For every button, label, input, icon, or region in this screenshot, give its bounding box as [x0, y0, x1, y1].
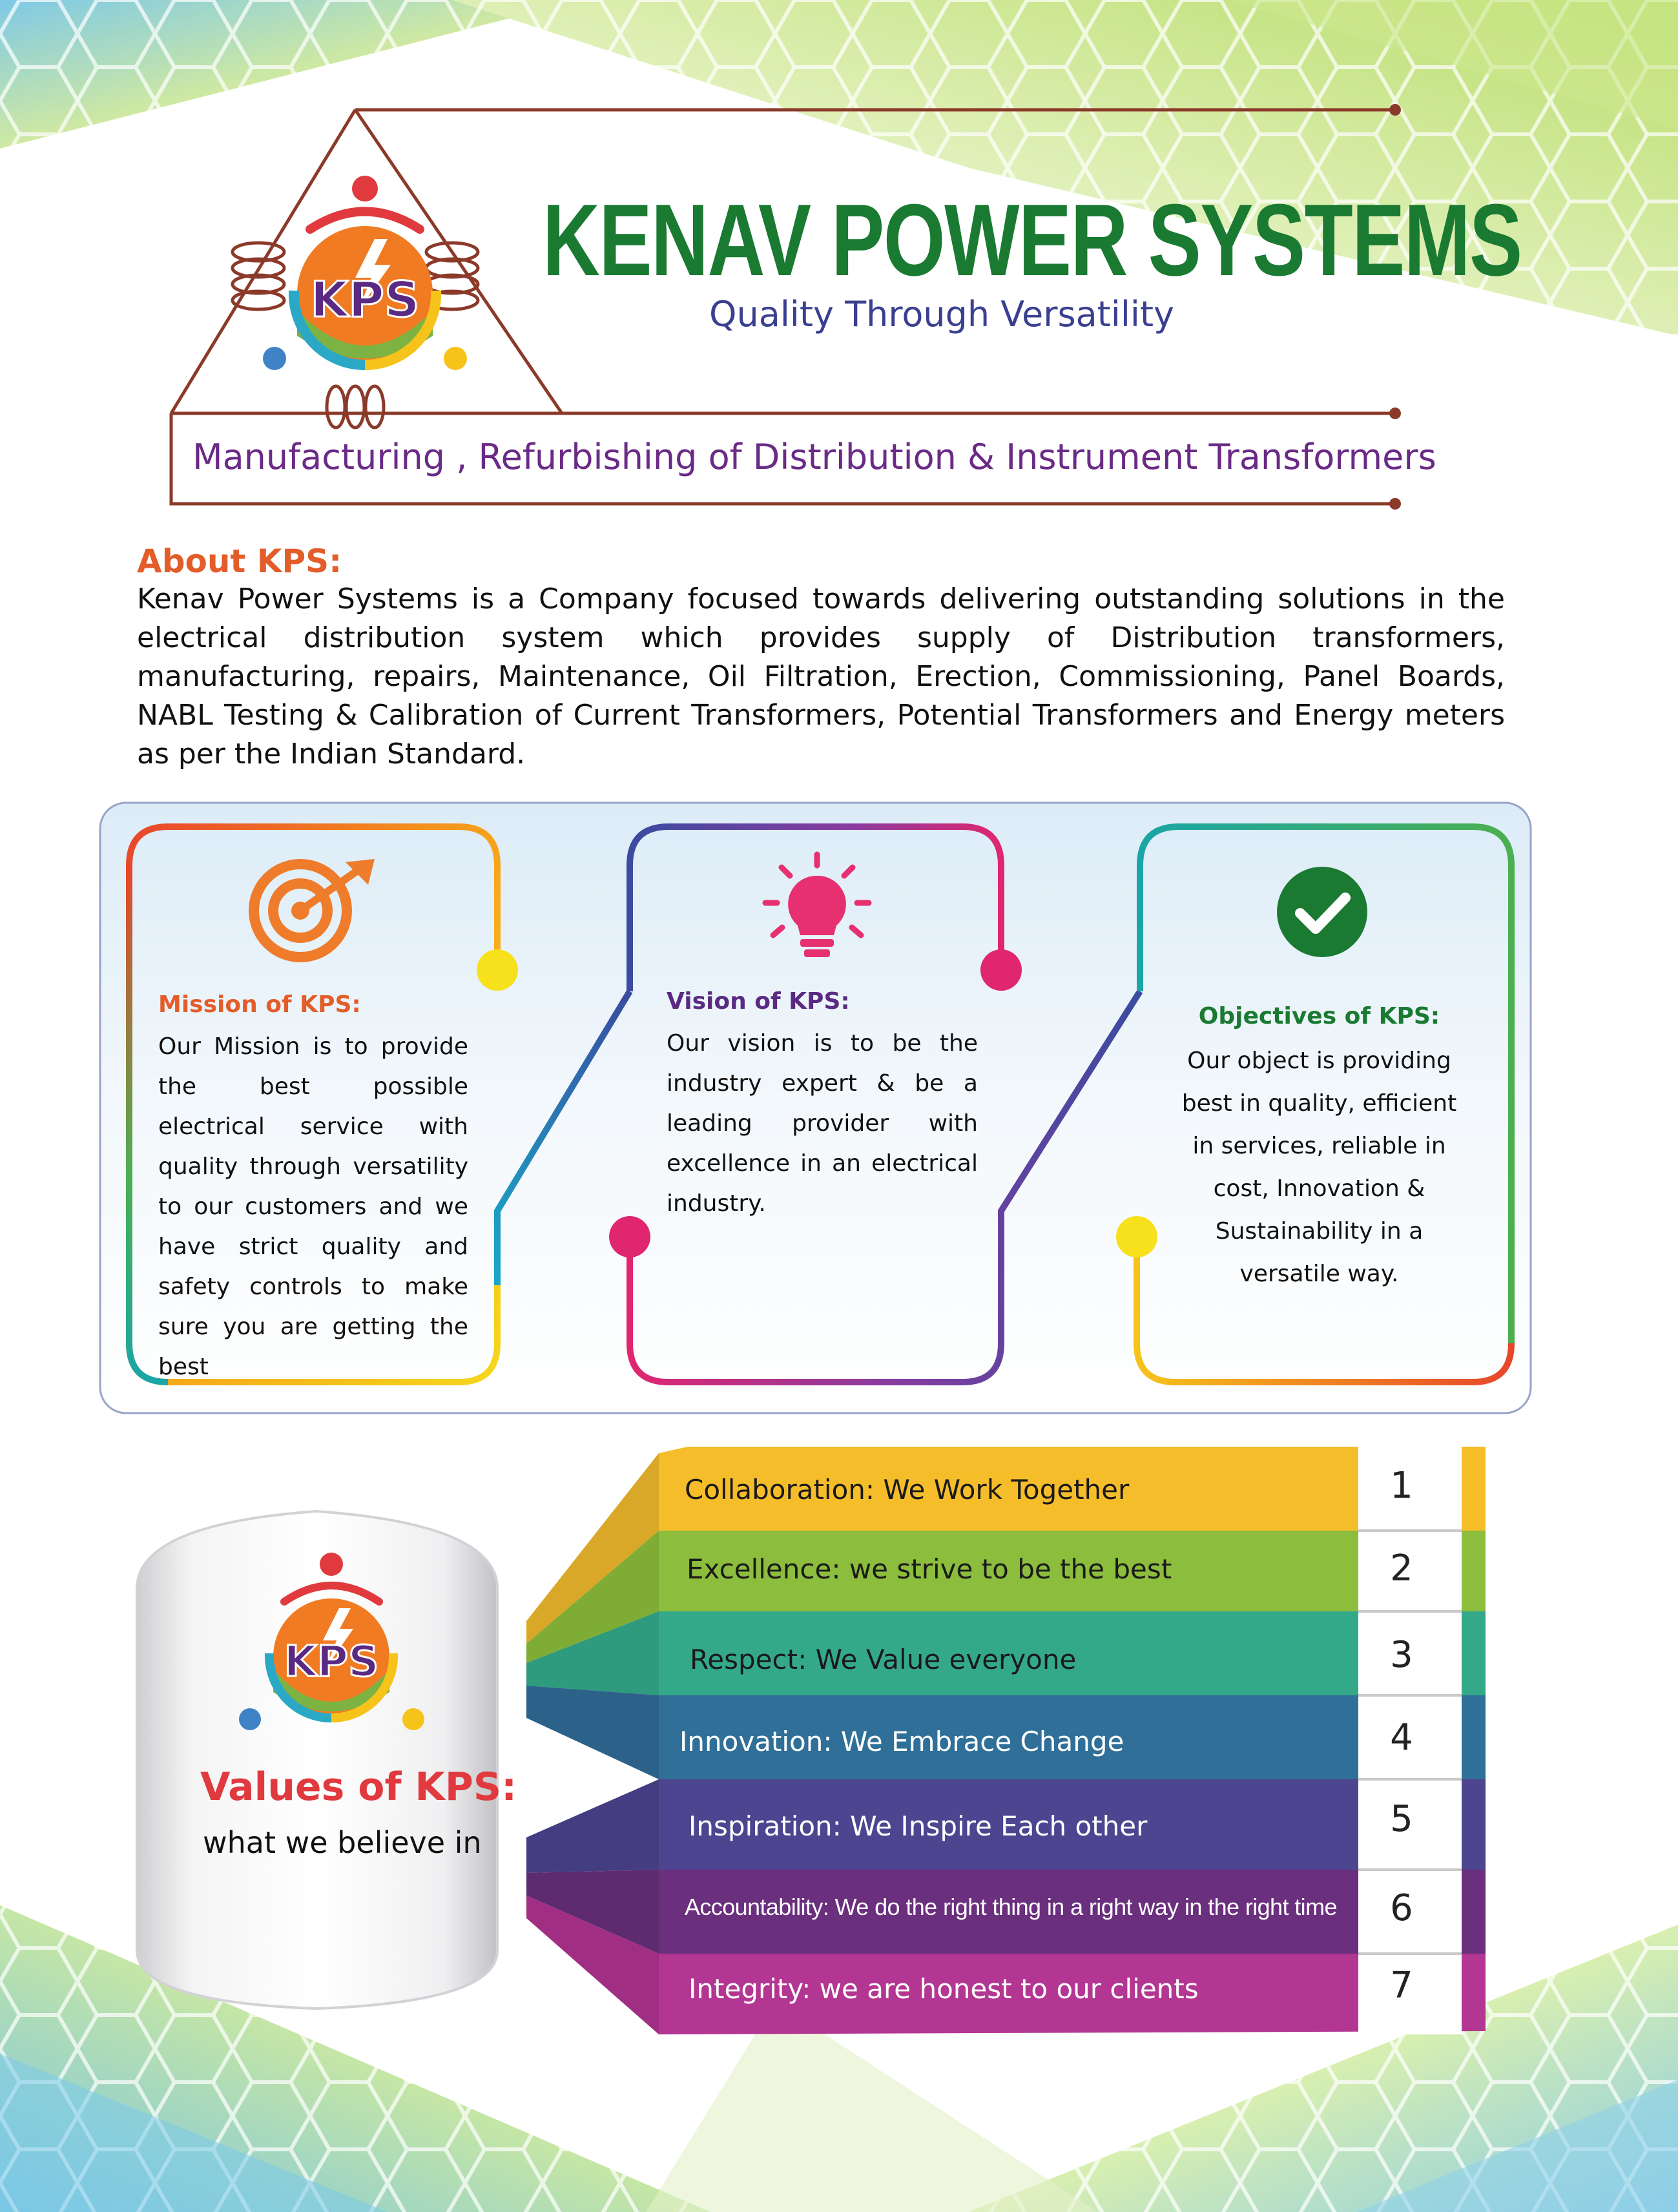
- value-number-2: 2: [1390, 1547, 1413, 1589]
- value-label-3: Respect: We Value everyone: [690, 1644, 1077, 1675]
- target-icon: [249, 856, 378, 966]
- svg-text:KPS: KPS: [310, 271, 420, 328]
- value-number-6: 6: [1390, 1887, 1413, 1929]
- company-tagline: Quality Through Versatility: [709, 294, 1174, 335]
- svg-text:KPS: KPS: [284, 1637, 379, 1686]
- about-heading: About KPS:: [137, 543, 342, 580]
- value-number-5: 5: [1390, 1798, 1413, 1840]
- mission-heading: Mission of KPS:: [158, 991, 361, 1018]
- value-label-2: Excellence: we strive to be the best: [687, 1553, 1172, 1585]
- company-title: KENAV POWER SYSTEMS: [543, 183, 1522, 297]
- kps-logo: [220, 168, 491, 439]
- value-number-7: 7: [1390, 1965, 1413, 2007]
- checkmark-icon: [1276, 865, 1369, 959]
- value-number-3: 3: [1390, 1634, 1413, 1676]
- values-subheading: what we believe in: [203, 1825, 482, 1860]
- value-label-7: Integrity: we are honest to our clients: [689, 1973, 1199, 2005]
- value-label-5: Inspiration: We Inspire Each other: [689, 1810, 1148, 1842]
- vision-heading: Vision of KPS:: [667, 988, 850, 1015]
- value-number-4: 4: [1390, 1717, 1413, 1759]
- value-label-4: Innovation: We Embrace Change: [679, 1726, 1124, 1757]
- objectives-text: Our object is providing best in quality, efficient in services, reliable in cost, Innovation & Sustainability in a versatile way.: [1181, 1048, 1457, 1287]
- services-subheading: Manufacturing , Refurbishing of Distribution & Instrument Transformers: [192, 437, 1436, 477]
- value-label-6: Accountability: We do the right thing in a right way in the right time: [685, 1894, 1337, 1920]
- mission-text: Our Mission is to provide the best possible electrical service with quality through versatility to our customers and we have strict quality and safety controls to make sure you are getting the best: [158, 1033, 468, 1380]
- vision-text: Our vision is to be the industry expert & be a leading provider with excellence in an electrical industry.: [667, 1030, 978, 1217]
- values-kps-logo: [236, 1550, 430, 1744]
- values-heading: Values of KPS:: [200, 1764, 517, 1810]
- value-number-1: 1: [1390, 1465, 1413, 1507]
- about-text: Kenav Power Systems is a Company focused towards delivering outstanding solutions in the electrical distribution system which provides supply of Distribution transformers, manufacturing, repairs, Maintenance, Oil Filtration, Erection, Commissioning, Panel Boards, NABL Testing & Calibration of Current Transformers, Potential Transformers and Energy meters as per the Indian Standard.: [137, 583, 1505, 770]
- objectives-heading: Objectives of KPS:: [1198, 1003, 1440, 1029]
- value-label-1: Collaboration: We Work Together: [685, 1474, 1130, 1505]
- lightbulb-icon: [759, 851, 875, 964]
